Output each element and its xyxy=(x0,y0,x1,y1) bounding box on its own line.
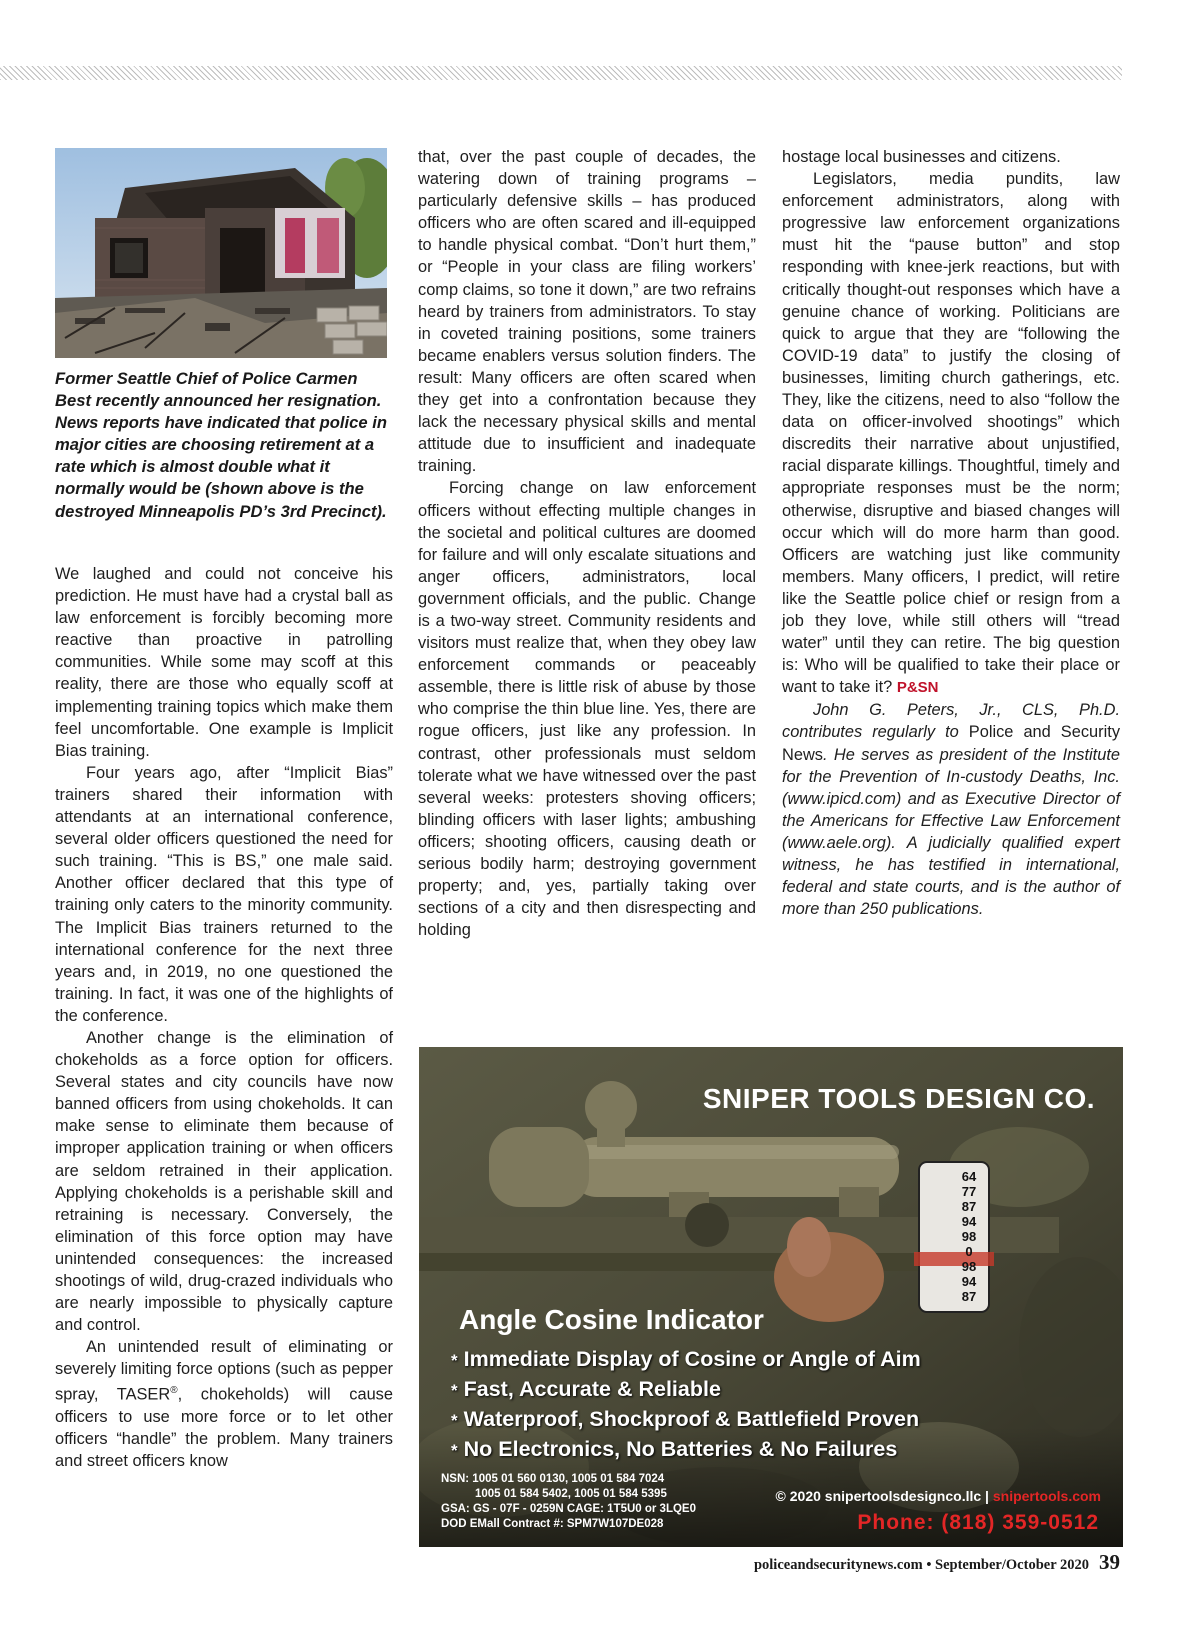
paragraph-text: , chokeholds) will cause officers to use more force or to let other officers “handle” the problem. Many trainers and street officers know xyxy=(55,1385,393,1471)
paragraph: Four years ago, after “Implicit Bias” trainers shared their information with attendants at an international conference, several older officers questioned the need for such training. “This is BS,” one male said. Another officer declared that this type of training only caters to the minority community. The Implicit Bias trainers returned to the international conference for the next three years and, in 2019, no one questioned the training. In fact, it was one of the highlights of the conference. xyxy=(55,763,393,1025)
end-mark-logo: P&SN xyxy=(896,679,939,697)
header-hatch-rule xyxy=(0,66,1122,80)
ad-feature-text: Immediate Display of Cosine or Angle of Aim xyxy=(463,1347,921,1371)
ad-phone-number[interactable]: Phone: (818) 359-0512 xyxy=(857,1511,1099,1534)
ad-copyright xyxy=(776,1488,1101,1504)
nsn-line: NSN: 1005 01 560 0130, 1005 01 584 7024 xyxy=(441,1473,665,1485)
paragraph xyxy=(782,168,1120,699)
dial-number: 94 xyxy=(961,1214,977,1229)
precinct-photo xyxy=(55,148,387,358)
dial-number: 77 xyxy=(961,1184,977,1199)
sniper-tools-ad[interactable] xyxy=(419,1047,1123,1547)
ad-feature-text: Fast, Accurate & Reliable xyxy=(463,1377,721,1401)
paragraph: that, over the past couple of decades, the watering down of training programs – particularly defensive skills – has produced officers who are often scared and ill-equipped to handle physical combat. “Don’t hurt them,” or “People in your class are filing workers’ comp claims, so tone it down,” are two refrains heard by trainers from administrators. To stay in coveted training positions, some trainers became enablers versus solution finders. The result: Many officers are often scared when they get into a confrontation because they lack the necessary physical skills and mental attitude due to insufficient and inadequate training. xyxy=(418,148,756,476)
asterisk-icon: * xyxy=(451,1351,458,1370)
paragraph xyxy=(55,1336,393,1472)
footer-publication-date: policeandsecuritynews.com • September/October 2020 xyxy=(753,1557,1089,1573)
ad-headline: Angle Cosine Indicator xyxy=(459,1304,764,1335)
asterisk-icon: * xyxy=(451,1411,458,1430)
dial-number: 64 xyxy=(961,1169,977,1184)
paragraph-text: Legislators, media pundits, law enforcement administrators, along with progressive law enforcement organizations must hit the “pause button” and stop responding with knee-jerk reactions, but with critically thought-out responses which have a genuine chance of working. Politicians are quick to argue that they are “following the COVID-19 data” to justify the closing of businesses, limiting church gatherings, etc. They, like the citizens, need to also “follow the data on officer-involved shootings” which discredits their narrative about unjustified, racial disparate killings. Thoughtful, timely and appropriate responses must be the norm; otherwise, disruptive and biased changes will occur which will do more harm than good. Officers are watching just like community members. Many officers, I predict, will retire like the Seattle police chief or resign from a job they love, while still others will “tread water” until they can retire. The big question is: Who will be qualified to take their place or want to take it? xyxy=(782,170,1120,697)
ad-feature-item xyxy=(451,1345,921,1375)
article-column-1 xyxy=(55,563,393,1472)
dial-number: 98 xyxy=(961,1229,977,1244)
burned-building-image xyxy=(55,148,387,358)
paragraph-text: An unintended result of eliminating or severely limiting force options (such as pepper spray, TASER xyxy=(55,1338,393,1404)
paragraph: We laughed and could not conceive his prediction. He must have had a crystal ball as law enforcement is forcibly becoming more reactive than proactive in patrolling communities. While some may scoff at this reality, there are those who equally scoff at implementing training topics which make them feel uncomfortable. One example is Implicit Bias training. xyxy=(55,565,393,760)
dial-number-column xyxy=(949,1169,989,1304)
dial-number: 0 xyxy=(965,1244,973,1259)
author-bio xyxy=(782,699,1120,920)
dod-line: DOD EMall Contract #: SPM7W107DE028 xyxy=(441,1518,664,1530)
article-column-2 xyxy=(418,146,756,941)
nsn-line: 1005 01 584 5402, 1005 01 584 5395 xyxy=(475,1488,667,1500)
dial-number: 87 xyxy=(961,1199,977,1214)
publication-name: Police and Security News xyxy=(782,723,1121,764)
ad-feature-item xyxy=(451,1435,921,1465)
paragraph: hostage local businesses and citizens. xyxy=(782,148,1061,166)
dial-number: 87 xyxy=(961,1289,977,1304)
copyright-text: © 2020 snipertoolsdesignco.llc | xyxy=(775,1488,989,1504)
ad-feature-text: No Electronics, No Batteries & No Failures xyxy=(463,1437,898,1461)
ad-feature-item xyxy=(451,1375,921,1405)
asterisk-icon: * xyxy=(451,1381,458,1400)
photo-caption: Former Seattle Chief of Police Carmen Best recently announced her resignation. News reports have indicated that police in major cities are choosing retirement at a rate which is almost double what it normally would be (shown above is the destroyed Minneapolis PD’s 3rd Precinct). xyxy=(55,369,387,521)
ad-website-link[interactable]: snipertools.com xyxy=(992,1488,1101,1504)
dial-number: 98 xyxy=(961,1259,977,1274)
page-footer xyxy=(754,1550,1120,1575)
ad-brand-name: SNIPER TOOLS DESIGN CO. xyxy=(702,1083,1095,1114)
ad-contract-info xyxy=(441,1472,696,1532)
bio-text: . He serves as president of the Institute for the Prevention of In-custody Deaths, Inc. (www.ipicd.com) and as Executive Director of the Americans for Effective Law Enforcement (www.aele.org). A judicially qualified expert witness, he has testified in international, federal and state courts, and is the author of more than 250 publications. xyxy=(782,745,1120,919)
paragraph: Forcing change on law enforcement officers without effecting multiple changes in the societal and political cultures are doomed for failure and will only escalate situations and anger officers, administrators, local government officials, and the public. Change is a two-way street. Community residents and visitors must realize that, when they obey law enforcement commands or peaceably assemble, there is little risk of abuse by those who comprise the thin blue line. Yes, there are rogue officers, just like any profession. In contrast, other professionals must seldom tolerate what we have witnessed over the past several weeks: protesters shoving officers; blinding officers with laser lights; ambushing officers; shooting officers, causing death or serious bodily harm; destroying government property; and, yes, partially taking over sections of a city and then disrespecting and holding xyxy=(418,479,756,940)
gsa-line: GSA: GS - 07F - 0259N CAGE: 1T5U0 or 3LQE0 xyxy=(441,1503,696,1515)
ad-feature-list xyxy=(451,1345,921,1465)
dial-number: 94 xyxy=(961,1274,977,1289)
registered-mark: ® xyxy=(170,1385,178,1397)
article-column-3 xyxy=(782,146,1120,920)
paragraph: Another change is the elimination of chokeholds as a force option for officers. Several states and city councils have now banned officers from using chokeholds. It can make sense to eliminate them because of improper application training or when officers are seldom retrained in their application. Applying chokeholds is a perishable skill and retraining is necessary. Conversely, the elimination of this force option may have unintended consequences: the increased shootings of wild, drug-crazed individuals who are nearly impossible to physically capture and control. xyxy=(55,1028,393,1335)
bio-text: John G. Peters, Jr., CLS, Ph.D. contributes regularly to xyxy=(782,701,1120,742)
ad-feature-text: Waterproof, Shockproof & Battlefield Proven xyxy=(463,1407,920,1431)
page-number: 39 xyxy=(1099,1550,1120,1574)
asterisk-icon: * xyxy=(451,1441,458,1460)
ad-feature-item xyxy=(451,1405,921,1435)
